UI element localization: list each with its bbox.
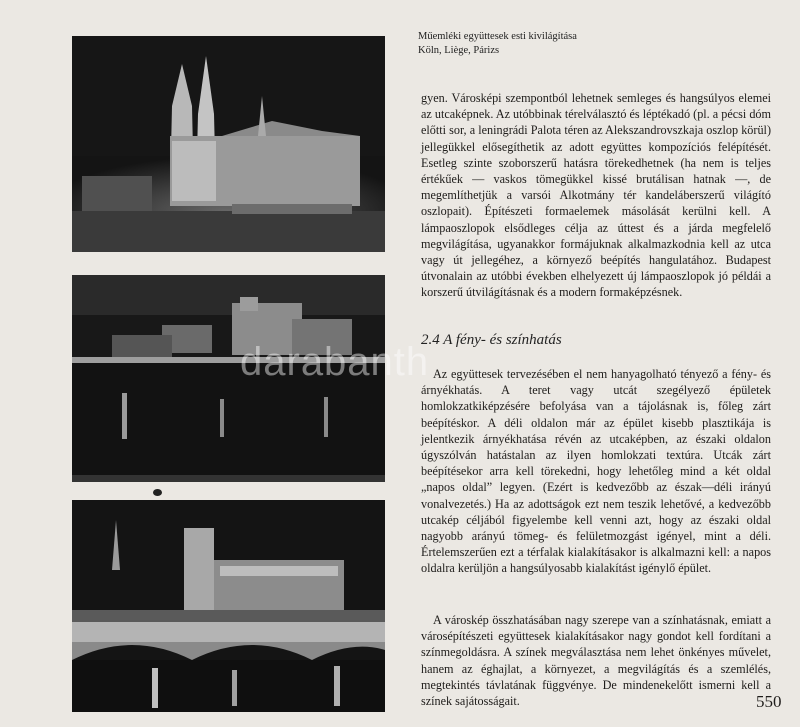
page-number: 550 xyxy=(756,692,782,711)
watermark: darabanth xyxy=(240,340,430,384)
photo-koln-cathedral xyxy=(72,36,385,252)
photo-paris-conciergerie xyxy=(72,500,385,712)
body-paragraph-2 xyxy=(421,366,771,577)
body-paragraph-1 xyxy=(421,90,771,301)
paragraph-text: Az együttesek tervezésében el nem hanyagolható tényező a fény- és árnyékhatás. A teret vagy utcát szegélyező épületek homlokzatkiképzésére befolyása van a tájolásnak is, főleg zárt beépítéskor. A déli oldalon már az épület kisebb plasztikája is jelentkezik árnyékhatása révén az utcaképben, az északi oldalon úgyszólván hatástalan az ilyen homlokzati textúra. Utcák zárt beépítésekor arra kell törekedni, hogy lehetőleg mind a két oldal „napos oldal” legyen. (Ezért is kedvezőbb az észak—déli irányú vonalvezetés.) Ha az adottságok ezt nem teszik lehetővé, a kedvezőbb utcakép céljából figyelembe kell venni azt, hogy az északi oldal nagyobb arányú tömeg- és felületmozgást igényel, mint a déli. Értelemszerűen ezt a térfalak kialakításakor is alkalmazni kell: a napos oldalra kerüljön a hangsúlyosabb kialakítást igénylő épület. xyxy=(421,367,771,576)
section-heading: 2.4 A fény- és színhatás xyxy=(421,332,562,348)
caption-line-2: Köln, Liège, Párizs xyxy=(418,45,500,56)
paragraph-text: gyen. Városképi szempontból lehetnek semleges és hangsúlyos elemei az utcaképnek. Az utóbbinak térelválasztó és léptékadó (pl. a pécsi dóm előtti sor, a leningrádi Palota téren az Alekszandrovszkaja oszlop körül) jellegükkel elősegíthetik az adott együttes kompozíciós felépítését. Esetleg szinte szoborszerű hatásra törekedhetnek (ha nem is teljes értékűek — vaskos tömegükkel kissé brutálisan hatnak —, de megemlíthetjük a varsói Alkotmány tér kandeláberszerű világító oszlopait). Építészeti formaelemek másolását kerülni kell. A lámpaoszlopok elsődleges célja az úttest és a járda megfelelő megvilágítása, ugyanakkor formájuknak alkalmazkodnia kell az utca vagy út jellegéhez, a környező beépítés hangulatához. Budapest útvonalain az utóbbi években elhelyezett új lámpaoszlopok jó példái a korszerű útvilágításnak és a modern formaképzésnek. xyxy=(421,91,771,300)
figure-caption xyxy=(418,30,577,58)
body-paragraph-3 xyxy=(421,612,771,709)
caption-line-1: Műemléki együttesek esti kivilágítása xyxy=(418,31,577,42)
paragraph-text: A városkép összhatásában nagy szerepe van a színhatásnak, emiatt a városépítészeti együttesek kialakításakor nagy gondot kell fordítani a színmegoldásra. A színek megválasztása nem lehet önkényes művelet, hanem az éghajlat, a környezet, a megvilágítás és a szemlélés, megtekintés távlatának függvénye. De mindenekelőtt ismerni kell a színek sajátosságait. xyxy=(421,613,771,709)
ink-speck xyxy=(153,489,162,496)
